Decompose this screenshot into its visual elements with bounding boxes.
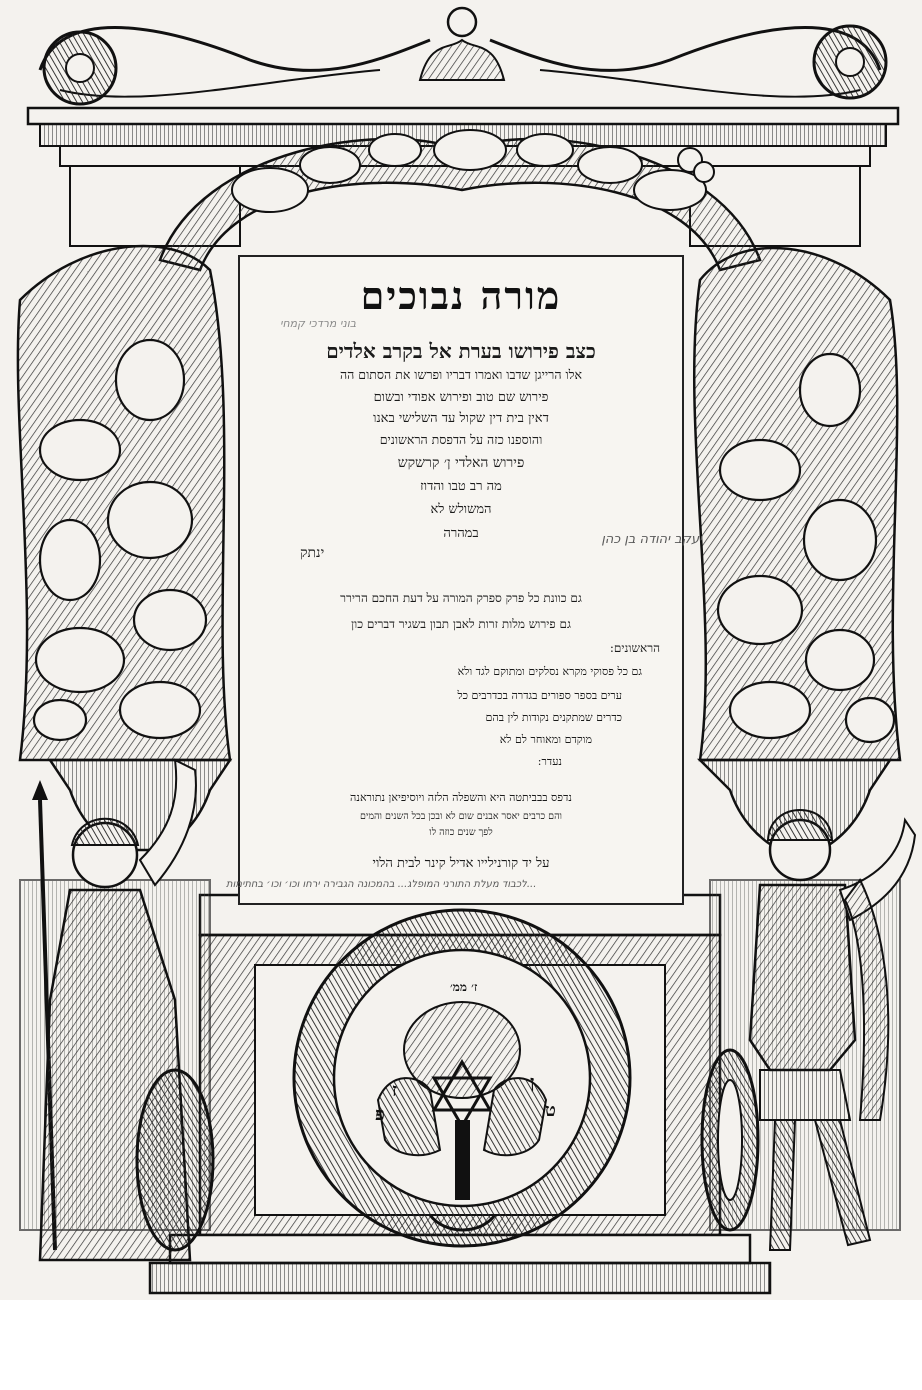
medallion-letter-3: ט xyxy=(545,1100,556,1121)
text-line-15: ערים בספר ספורים בגדרה בכדרבים כל xyxy=(457,689,622,702)
medallion-letter-4: פ xyxy=(375,1104,385,1125)
text-line-18: נעדר: xyxy=(537,755,562,768)
handwritten-note-side: יעקב יהודה בן כהן xyxy=(601,532,702,547)
text-line-3: פירוש שם טוב ופירוש אפודי ובשום xyxy=(373,390,549,405)
book-title: מורה נבוכים xyxy=(360,273,562,318)
text-line-13: הראשונים: xyxy=(609,641,660,655)
medallion-letter-1: ז xyxy=(392,1080,398,1101)
text-line-8: המשולש לא xyxy=(430,502,492,517)
text-line-12: גם פירוש מלות זרות לאבן תבון בשגיר דברים כון xyxy=(351,617,571,631)
text-line-10: ינתק xyxy=(300,545,325,561)
medallion-letter-2: ן xyxy=(530,1072,535,1093)
text-line-5: והוספנו כזה על הדפסת הראשונים xyxy=(379,432,543,447)
text-line-17: מוקדם ומאוחר לם לא xyxy=(499,733,592,746)
text-line-21: לפך שנים כוזה לו xyxy=(429,827,493,838)
text-line-9: במהרה xyxy=(443,526,479,541)
text-line-6: פירוש האלדי ן׳ קרשקש xyxy=(397,455,525,471)
text-line-2: אלו הרייגן שדבו ואמרו דבריו ופרשו את הסתום הה xyxy=(339,367,583,382)
text-line-4: דאין בית דין שקול עד השלישי באנו xyxy=(373,411,549,426)
text-line-7: מה רב טבו והדוז xyxy=(420,479,502,494)
text-line-19: נדפס בבביתטה היא והשפלה הלזה ויוסיפיאן נתוראנה xyxy=(350,791,572,804)
medallion-caption: ז׳ ממ׳ xyxy=(450,980,478,994)
handwritten-note-bottom: לכבוד מעלת התורני המופלג... בהמכונה הגבירה ירחו וכו׳ וכו׳ בחתימות... xyxy=(226,879,537,890)
text-line-20: והם כרבים יאסר אבנים שום לא ובכן בכל השנים והמים xyxy=(360,811,562,822)
bottom-margin xyxy=(0,1300,922,1390)
text-line-16: כדרים שמתקנים נקודות לין בהם xyxy=(485,711,622,724)
handwritten-note-top: בוני מרדכי קמחי xyxy=(280,317,357,330)
printer-line: על יד קורנילייו אדיל קינר לבית הלוי xyxy=(372,856,550,871)
text-line-1: כצב פירושו בערת אל בקרב אלדים xyxy=(326,339,596,363)
text-line-11: גם כוונת כל פרק ספרק המורה על דעת החכם הרירר xyxy=(340,591,582,605)
text-line-14: גם כל פסוקי מקרא נסלקים ומתוקם לגד ולא xyxy=(457,665,642,678)
title-text-panel xyxy=(226,255,702,905)
